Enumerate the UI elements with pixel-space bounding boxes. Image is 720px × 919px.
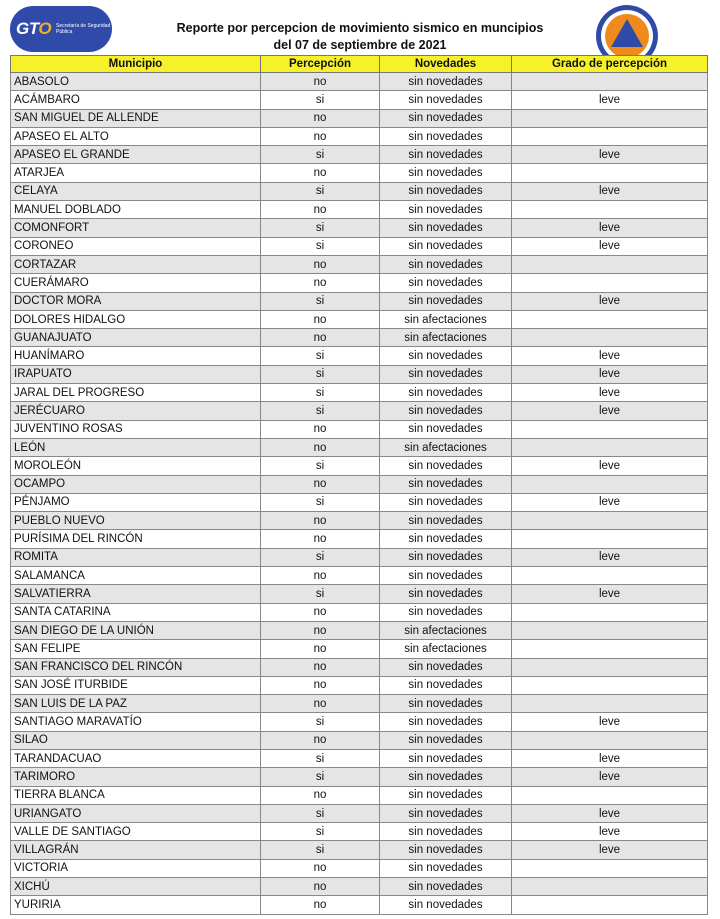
table-row [11, 255, 708, 273]
cell-novedades: sin novedades [380, 109, 512, 127]
report-header [0, 0, 720, 55]
table-row [11, 640, 708, 658]
cell-percepcion: si [261, 804, 380, 822]
table-row [11, 731, 708, 749]
cell-novedades: sin novedades [380, 347, 512, 365]
table-row [11, 676, 708, 694]
table-row [11, 530, 708, 548]
cell-municipio: SILAO [11, 731, 261, 749]
cell-grado [512, 658, 708, 676]
cell-novedades: sin afectaciones [380, 329, 512, 347]
cell-municipio: PÉNJAMO [11, 493, 261, 511]
cell-municipio: PUEBLO NUEVO [11, 512, 261, 530]
cell-grado: leve [512, 292, 708, 310]
cell-grado: leve [512, 91, 708, 109]
table-row [11, 804, 708, 822]
cell-novedades: sin novedades [380, 292, 512, 310]
cell-percepcion: no [261, 310, 380, 328]
cell-percepcion: si [261, 749, 380, 767]
table-row [11, 823, 708, 841]
cell-municipio: SAN JOSÉ ITURBIDE [11, 676, 261, 694]
cell-municipio: DOCTOR MORA [11, 292, 261, 310]
cell-percepcion: no [261, 859, 380, 877]
cell-municipio: IRAPUATO [11, 365, 261, 383]
cell-municipio: LEÓN [11, 438, 261, 456]
cell-percepcion: si [261, 402, 380, 420]
table-header-row [11, 56, 708, 73]
cell-novedades: sin novedades [380, 365, 512, 383]
cell-novedades: sin novedades [380, 603, 512, 621]
cell-municipio: OCAMPO [11, 475, 261, 493]
cell-percepcion: si [261, 548, 380, 566]
table-row [11, 127, 708, 145]
cell-municipio: JERÉCUARO [11, 402, 261, 420]
cell-municipio: ACÁMBARO [11, 91, 261, 109]
cell-percepcion: no [261, 731, 380, 749]
table-row [11, 292, 708, 310]
table-row [11, 695, 708, 713]
cell-municipio: GUANAJUATO [11, 329, 261, 347]
cell-grado: leve [512, 548, 708, 566]
table-row [11, 384, 708, 402]
cell-grado [512, 329, 708, 347]
cell-percepcion: si [261, 384, 380, 402]
table-row [11, 109, 708, 127]
cell-novedades: sin novedades [380, 548, 512, 566]
table-row [11, 219, 708, 237]
cell-novedades: sin novedades [380, 146, 512, 164]
cell-novedades: sin novedades [380, 676, 512, 694]
cell-percepcion: no [261, 786, 380, 804]
gto-logo-text: Secretaría de Seguridad Pública [56, 23, 111, 35]
cell-grado: leve [512, 713, 708, 731]
cell-municipio: TARIMORO [11, 768, 261, 786]
cell-grado: leve [512, 457, 708, 475]
cell-grado [512, 640, 708, 658]
cell-novedades: sin novedades [380, 859, 512, 877]
cell-grado: leve [512, 749, 708, 767]
cell-percepcion: no [261, 73, 380, 91]
cell-municipio: APASEO EL GRANDE [11, 146, 261, 164]
cell-percepcion: si [261, 713, 380, 731]
cell-percepcion: no [261, 475, 380, 493]
cell-percepcion: no [261, 695, 380, 713]
cell-municipio: PURÍSIMA DEL RINCÓN [11, 530, 261, 548]
cell-percepcion: no [261, 530, 380, 548]
cell-municipio: SANTA CATARINA [11, 603, 261, 621]
cell-percepcion: no [261, 640, 380, 658]
municipalities-table [10, 55, 708, 915]
cell-grado [512, 676, 708, 694]
cell-municipio: SANTIAGO MARAVATÍO [11, 713, 261, 731]
cell-municipio: CELAYA [11, 182, 261, 200]
cell-percepcion: no [261, 127, 380, 145]
cell-novedades: sin novedades [380, 201, 512, 219]
cell-municipio: ROMITA [11, 548, 261, 566]
cell-municipio: ATARJEA [11, 164, 261, 182]
cell-novedades: sin novedades [380, 237, 512, 255]
cell-municipio: VILLAGRÁN [11, 841, 261, 859]
cell-percepcion: no [261, 329, 380, 347]
cell-municipio: CUERÁMARO [11, 274, 261, 292]
table-row [11, 841, 708, 859]
cell-novedades: sin novedades [380, 219, 512, 237]
cell-percepcion: si [261, 768, 380, 786]
cell-percepcion: no [261, 658, 380, 676]
table-row [11, 493, 708, 511]
table-row [11, 548, 708, 566]
table-row [11, 567, 708, 585]
cell-grado [512, 567, 708, 585]
cell-grado [512, 127, 708, 145]
cell-novedades: sin novedades [380, 768, 512, 786]
cell-municipio: JUVENTINO ROSAS [11, 420, 261, 438]
cell-percepcion: no [261, 621, 380, 639]
cell-novedades: sin novedades [380, 493, 512, 511]
cell-novedades: sin novedades [380, 182, 512, 200]
column-header-novedades: Novedades [380, 56, 512, 73]
cell-grado [512, 786, 708, 804]
cell-municipio: CORTAZAR [11, 255, 261, 273]
cell-municipio: YURIRIA [11, 896, 261, 914]
cell-grado: leve [512, 841, 708, 859]
report-title-line2: del 07 de septiembre de 2021 [273, 38, 447, 52]
cell-novedades: sin afectaciones [380, 438, 512, 456]
table-row [11, 365, 708, 383]
cell-municipio: APASEO EL ALTO [11, 127, 261, 145]
cell-municipio: COMONFORT [11, 219, 261, 237]
cell-municipio: TARANDACUAO [11, 749, 261, 767]
table-row [11, 310, 708, 328]
cell-percepcion: no [261, 255, 380, 273]
cell-municipio: URIANGATO [11, 804, 261, 822]
table-row [11, 146, 708, 164]
cell-percepcion: si [261, 237, 380, 255]
table-row [11, 658, 708, 676]
cell-novedades: sin afectaciones [380, 310, 512, 328]
cell-grado [512, 73, 708, 91]
cell-percepcion: si [261, 585, 380, 603]
column-header-grado: Grado de percepción [512, 56, 708, 73]
cell-grado [512, 512, 708, 530]
cell-municipio: SAN FRANCISCO DEL RINCÓN [11, 658, 261, 676]
cell-novedades: sin novedades [380, 786, 512, 804]
cell-percepcion: si [261, 146, 380, 164]
table-row [11, 457, 708, 475]
cell-grado: leve [512, 493, 708, 511]
cell-percepcion: no [261, 896, 380, 914]
cell-novedades: sin novedades [380, 585, 512, 603]
cell-novedades: sin novedades [380, 420, 512, 438]
table-row [11, 347, 708, 365]
cell-grado: leve [512, 365, 708, 383]
cell-novedades: sin novedades [380, 878, 512, 896]
table-row [11, 182, 708, 200]
cell-novedades: sin novedades [380, 841, 512, 859]
cell-novedades: sin novedades [380, 255, 512, 273]
gto-logo [10, 6, 112, 52]
cell-percepcion: no [261, 109, 380, 127]
cell-percepcion: si [261, 347, 380, 365]
cell-novedades: sin novedades [380, 274, 512, 292]
cell-grado [512, 420, 708, 438]
table-row [11, 164, 708, 182]
cell-percepcion: no [261, 201, 380, 219]
cell-percepcion: si [261, 493, 380, 511]
cell-novedades: sin novedades [380, 731, 512, 749]
cell-municipio: SAN LUIS DE LA PAZ [11, 695, 261, 713]
cell-percepcion: no [261, 420, 380, 438]
cell-percepcion: si [261, 182, 380, 200]
cell-municipio: XICHÚ [11, 878, 261, 896]
cell-grado: leve [512, 182, 708, 200]
cell-percepcion: si [261, 219, 380, 237]
table-row [11, 420, 708, 438]
cell-novedades: sin novedades [380, 73, 512, 91]
cell-grado: leve [512, 402, 708, 420]
cell-grado: leve [512, 237, 708, 255]
cell-municipio: SALAMANCA [11, 567, 261, 585]
table-row [11, 475, 708, 493]
cell-grado [512, 878, 708, 896]
cell-novedades: sin afectaciones [380, 621, 512, 639]
cell-grado [512, 621, 708, 639]
cell-grado [512, 530, 708, 548]
cell-novedades: sin novedades [380, 457, 512, 475]
table-row [11, 896, 708, 914]
cell-percepcion: no [261, 603, 380, 621]
cell-grado: leve [512, 384, 708, 402]
cell-grado: leve [512, 347, 708, 365]
cell-percepcion: no [261, 164, 380, 182]
cell-percepcion: no [261, 512, 380, 530]
cell-municipio: SAN DIEGO DE LA UNIÓN [11, 621, 261, 639]
table-row [11, 603, 708, 621]
cell-municipio: CORONEO [11, 237, 261, 255]
cell-percepcion: si [261, 292, 380, 310]
cell-novedades: sin novedades [380, 823, 512, 841]
cell-novedades: sin novedades [380, 749, 512, 767]
table-row [11, 749, 708, 767]
cell-municipio: JARAL DEL PROGRESO [11, 384, 261, 402]
cell-percepcion: si [261, 841, 380, 859]
cell-grado [512, 695, 708, 713]
table-row [11, 438, 708, 456]
cell-grado [512, 274, 708, 292]
table-row [11, 402, 708, 420]
cell-municipio: SAN FELIPE [11, 640, 261, 658]
cell-grado: leve [512, 823, 708, 841]
cell-municipio: VALLE DE SANTIAGO [11, 823, 261, 841]
cell-grado: leve [512, 768, 708, 786]
cell-percepcion: no [261, 878, 380, 896]
table-row [11, 768, 708, 786]
cell-grado [512, 896, 708, 914]
cell-percepcion: si [261, 823, 380, 841]
cell-grado [512, 859, 708, 877]
cell-percepcion: si [261, 457, 380, 475]
table-row [11, 621, 708, 639]
cell-novedades: sin novedades [380, 127, 512, 145]
cell-novedades: sin novedades [380, 402, 512, 420]
cell-grado [512, 164, 708, 182]
cell-percepcion: no [261, 438, 380, 456]
table-row [11, 237, 708, 255]
table-row [11, 786, 708, 804]
cell-grado [512, 731, 708, 749]
table-row [11, 585, 708, 603]
cell-novedades: sin novedades [380, 804, 512, 822]
table-row [11, 859, 708, 877]
cell-municipio: MOROLEÓN [11, 457, 261, 475]
cell-grado [512, 310, 708, 328]
table-row [11, 512, 708, 530]
cell-percepcion: no [261, 676, 380, 694]
cell-municipio: SAN MIGUEL DE ALLENDE [11, 109, 261, 127]
cell-percepcion: si [261, 91, 380, 109]
cell-novedades: sin novedades [380, 713, 512, 731]
report-title-line1: Reporte por percepcion de movimiento sismico en muncipios [176, 21, 544, 35]
cell-grado: leve [512, 585, 708, 603]
cell-grado: leve [512, 146, 708, 164]
cell-novedades: sin novedades [380, 896, 512, 914]
cell-municipio: HUANÍMARO [11, 347, 261, 365]
report-title [150, 20, 570, 54]
cell-novedades: sin novedades [380, 695, 512, 713]
table-row [11, 73, 708, 91]
cell-novedades: sin novedades [380, 384, 512, 402]
table-row [11, 201, 708, 219]
cell-grado [512, 255, 708, 273]
cell-novedades: sin novedades [380, 512, 512, 530]
cell-grado [512, 109, 708, 127]
cell-grado: leve [512, 219, 708, 237]
column-header-municipio: Municipio [11, 56, 261, 73]
cell-novedades: sin afectaciones [380, 640, 512, 658]
cell-percepcion: si [261, 365, 380, 383]
cell-grado [512, 438, 708, 456]
table-row [11, 713, 708, 731]
cell-municipio: ABASOLO [11, 73, 261, 91]
cell-municipio: MANUEL DOBLADO [11, 201, 261, 219]
cell-novedades: sin novedades [380, 530, 512, 548]
cell-novedades: sin novedades [380, 658, 512, 676]
cell-grado: leve [512, 804, 708, 822]
cell-novedades: sin novedades [380, 164, 512, 182]
cell-novedades: sin novedades [380, 475, 512, 493]
column-header-percepcion: Percepción [261, 56, 380, 73]
cell-grado [512, 603, 708, 621]
cell-municipio: DOLORES HIDALGO [11, 310, 261, 328]
cell-novedades: sin novedades [380, 567, 512, 585]
cell-municipio: SALVATIERRA [11, 585, 261, 603]
table-row [11, 274, 708, 292]
cell-percepcion: no [261, 567, 380, 585]
cell-grado [512, 201, 708, 219]
cell-percepcion: no [261, 274, 380, 292]
table-row [11, 878, 708, 896]
gto-logo-mark: GTO [16, 19, 52, 38]
table-row [11, 91, 708, 109]
cell-municipio: VICTORIA [11, 859, 261, 877]
cell-municipio: TIERRA BLANCA [11, 786, 261, 804]
cell-grado [512, 475, 708, 493]
cell-novedades: sin novedades [380, 91, 512, 109]
table-row [11, 329, 708, 347]
